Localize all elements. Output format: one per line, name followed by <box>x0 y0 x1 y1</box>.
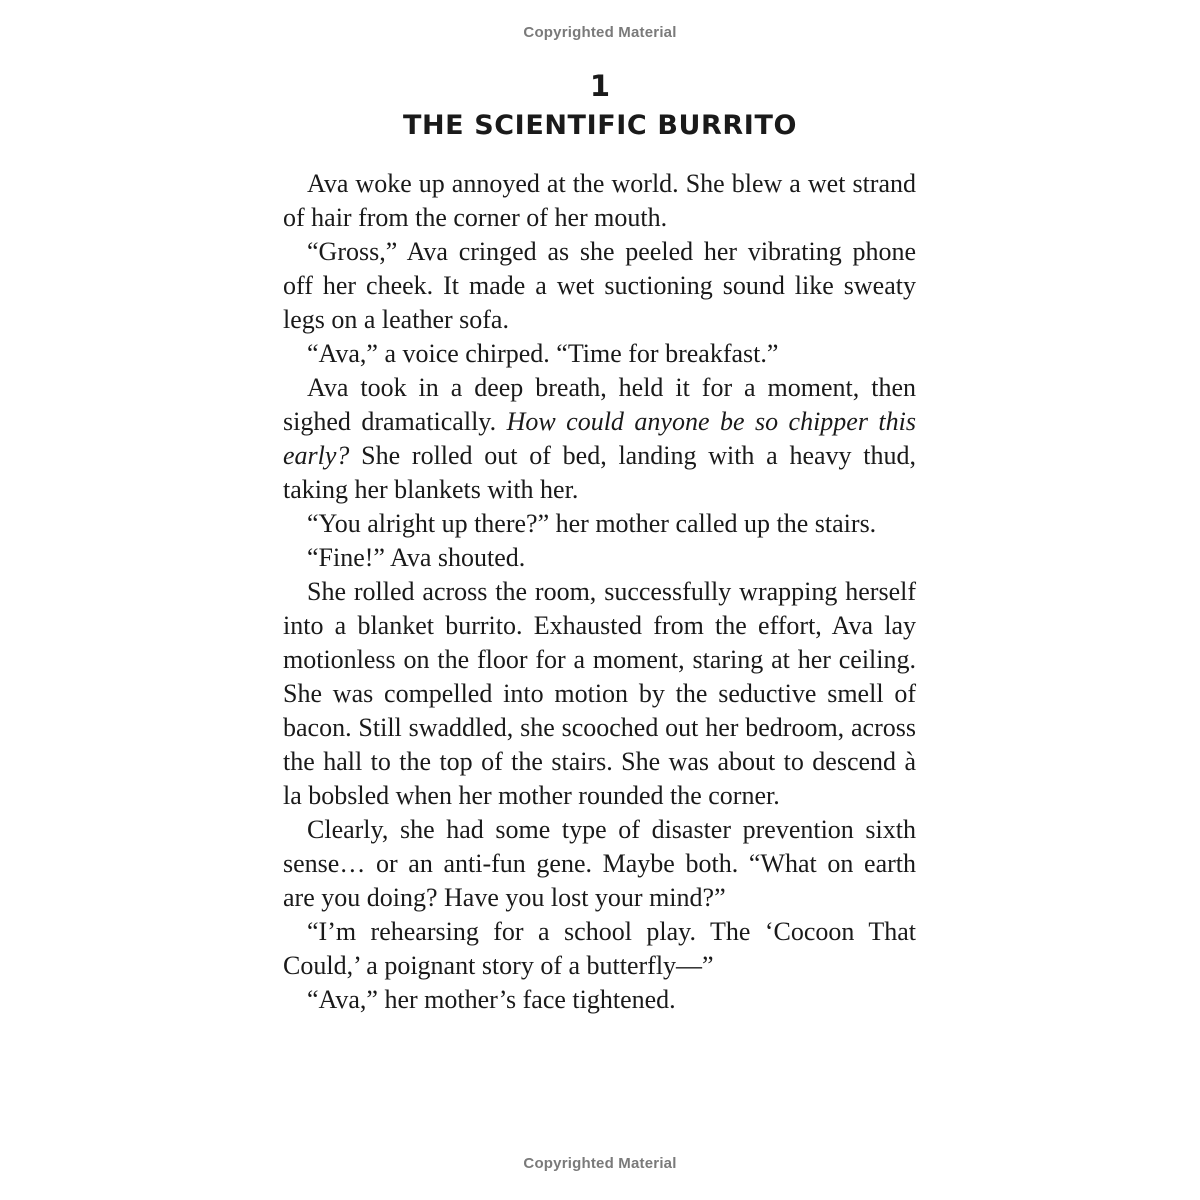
paragraph: “Gross,” Ava cringed as she peeled her vibrating phone off her cheek. It made a wet suctioning sound like sweaty legs on a leather sofa. <box>283 237 916 334</box>
paragraph: “You alright up there?” her mother called up the stairs. <box>307 509 877 538</box>
chapter-text <box>283 167 916 1017</box>
paragraph: “I’m rehearsing for a school play. The ‘Cocoon That Could,’ a poignant story of a butterfly—” <box>283 917 916 980</box>
chapter-title: THE SCIENTIFIC BURRITO <box>402 110 798 141</box>
copyright-watermark-bottom: Copyrighted Material <box>523 1155 677 1172</box>
paragraph <box>283 371 916 507</box>
paragraph: “Fine!” Ava shouted. <box>307 543 526 572</box>
paragraph: Clearly, she had some type of disaster prevention sixth sense… or an anti-fun gene. Maybe both. “What on earth are you doing? Have you lost your mind?” <box>283 815 916 912</box>
paragraph: “Ava,” her mother’s face tightened. <box>307 985 676 1014</box>
paragraph: She rolled across the room, successfully wrapping herself into a blanket burrito. Exhausted from the effort, Ava lay motionless on the floor for a moment, staring at her ceiling. She was compelled into motion by the seductive smell of bacon. Still swaddled, she scooched out her bedroom, across the hall to the top of the stairs. She was about to descend à la bobsled when her mother rounded the corner. <box>283 577 916 810</box>
paragraph: “Ava,” a voice chirped. “Time for breakfast.” <box>307 339 779 368</box>
copyright-watermark-top: Copyrighted Material <box>523 24 677 41</box>
paragraph-text: Ava took in a deep breath, held it for a moment, then sighed dramatically. <box>283 373 916 436</box>
paragraph-text: She rolled out of bed, landing with a heavy thud, taking her blankets with her. <box>283 441 916 504</box>
paragraph: Ava woke up annoyed at the world. She blew a wet strand of hair from the corner of her mouth. <box>283 169 916 232</box>
italic-thought: How could anyone be so chipper this early? <box>283 407 916 470</box>
chapter-number: 1 <box>589 69 611 103</box>
